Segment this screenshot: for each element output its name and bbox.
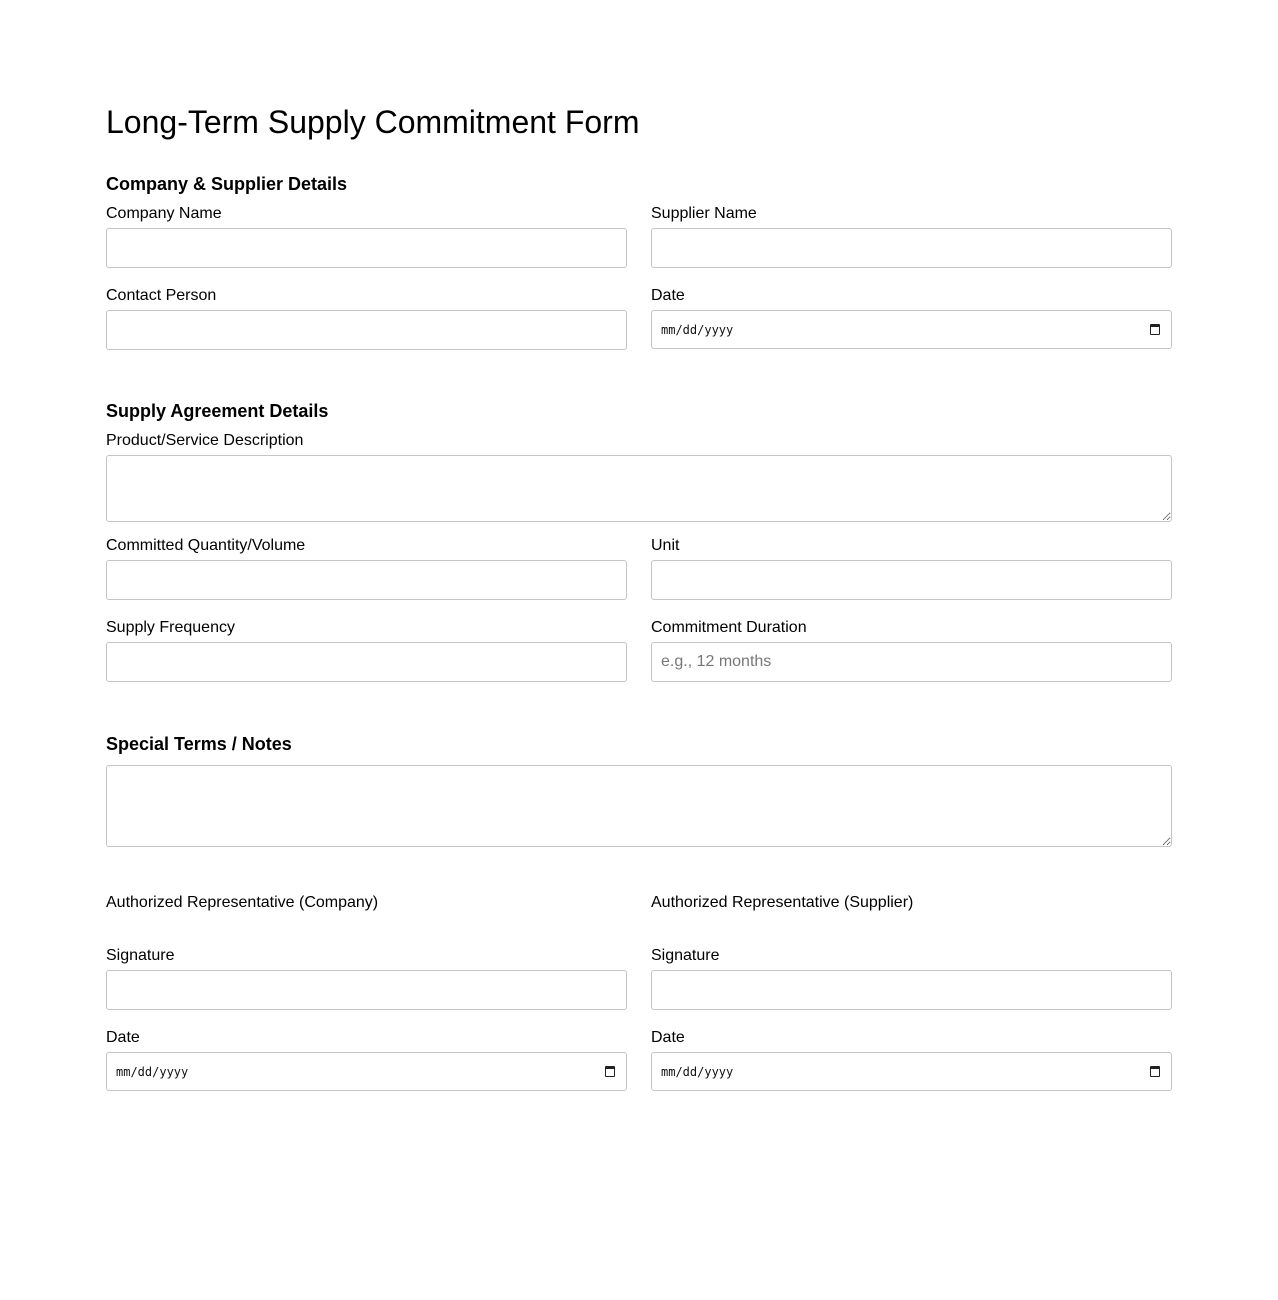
supplier-name-input[interactable]: [651, 228, 1172, 268]
supplier-signature-field: [651, 946, 1172, 1010]
supplier-signature-label: Signature: [651, 947, 720, 964]
company-signature-input[interactable]: [106, 970, 627, 1010]
supplier-date-input[interactable]: [651, 1052, 1172, 1091]
section-heading-special-terms: Special Terms / Notes: [106, 734, 292, 754]
date-field: [651, 286, 1172, 349]
company-date-label: Date: [106, 1029, 140, 1046]
unit-label: Unit: [651, 537, 680, 554]
supplier-name-field: [651, 204, 1172, 268]
contact-person-field: [106, 286, 627, 350]
committed-quantity-input[interactable]: [106, 560, 627, 600]
contact-person-input[interactable]: [106, 310, 627, 350]
date-label: Date: [651, 287, 685, 304]
calendar-icon[interactable]: [605, 1066, 615, 1077]
supplier-representative-heading: Authorized Representative (Supplier): [651, 894, 914, 911]
company-name-label: Company Name: [106, 205, 222, 222]
supplier-name-label: Supplier Name: [651, 205, 757, 222]
section-heading-supply-agreement: Supply Agreement Details: [106, 401, 329, 421]
calendar-icon[interactable]: [1150, 1066, 1160, 1077]
date-input[interactable]: [651, 310, 1172, 349]
committed-quantity-label: Committed Quantity/Volume: [106, 537, 306, 554]
supplier-date-placeholder: mm/dd/yyyy: [661, 1064, 734, 1079]
unit-field: [651, 536, 1172, 600]
company-date-field: [106, 1028, 627, 1091]
company-name-field: [106, 204, 627, 268]
commitment-duration-input[interactable]: [651, 642, 1172, 682]
supplier-date-field: [651, 1028, 1172, 1091]
supplier-signature-input[interactable]: [651, 970, 1172, 1010]
special-terms-textarea[interactable]: [106, 765, 1172, 847]
supplier-date-label: Date: [651, 1029, 685, 1046]
product-description-textarea[interactable]: [106, 455, 1172, 522]
supply-frequency-label: Supply Frequency: [106, 619, 235, 636]
company-signature-field: [106, 946, 627, 1010]
supply-frequency-input[interactable]: [106, 642, 627, 682]
product-description-label: Product/Service Description: [106, 432, 304, 449]
commitment-duration-label: Commitment Duration: [651, 619, 807, 636]
page-title: Long-Term Supply Commitment Form: [106, 104, 640, 140]
special-terms-field: [106, 741, 1172, 847]
contact-person-label: Contact Person: [106, 287, 217, 304]
section-heading-company-supplier: Company & Supplier Details: [106, 174, 348, 194]
company-date-placeholder: mm/dd/yyyy: [116, 1064, 189, 1079]
company-representative-heading: Authorized Representative (Company): [106, 894, 379, 911]
unit-input[interactable]: [651, 560, 1172, 600]
committed-quantity-field: [106, 536, 627, 600]
commitment-duration-field: [651, 618, 1172, 682]
company-name-input[interactable]: [106, 228, 627, 268]
calendar-icon[interactable]: [1150, 324, 1160, 335]
company-date-input[interactable]: [106, 1052, 627, 1091]
supply-frequency-field: [106, 618, 627, 682]
product-description-field: [106, 431, 1172, 522]
date-placeholder: mm/dd/yyyy: [661, 322, 734, 337]
company-signature-label: Signature: [106, 947, 175, 964]
